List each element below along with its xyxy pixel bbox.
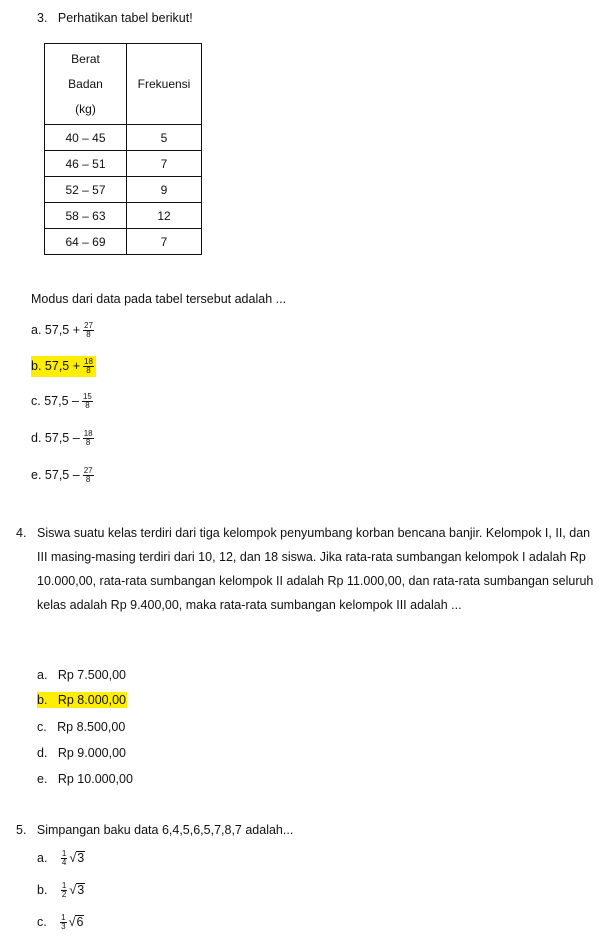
- option-4e: [37, 772, 133, 786]
- numerator: 1: [61, 881, 67, 890]
- option-value: 57,5 –: [44, 467, 80, 482]
- option-value: Rp 9.000,00: [57, 746, 126, 760]
- option-3b-highlighted: [31, 356, 96, 377]
- cell-freq: 7: [127, 229, 202, 255]
- option-label: c.: [37, 914, 47, 929]
- cell-freq: 12: [127, 203, 202, 229]
- fraction: [83, 430, 94, 447]
- option-label: a.: [31, 322, 42, 337]
- denominator: 4: [61, 858, 67, 867]
- numerator: 1: [61, 913, 66, 922]
- fraction: [61, 850, 67, 867]
- cell-freq: 9: [127, 177, 202, 203]
- cell-range: 58 – 63: [45, 203, 127, 229]
- table-row: [45, 229, 202, 255]
- numerator: 18: [83, 429, 93, 438]
- cell-range: 64 – 69: [45, 229, 127, 255]
- denominator: 2: [61, 890, 67, 899]
- denominator: 8: [85, 401, 90, 410]
- option-4b-highlighted: [37, 692, 127, 708]
- option-label: e.: [31, 467, 42, 482]
- fraction: [60, 914, 66, 931]
- denominator: 8: [85, 438, 91, 447]
- option-label: d.: [37, 746, 48, 760]
- question-prompt: Perhatikan tabel berikut!: [57, 11, 193, 25]
- option-label: e.: [37, 772, 48, 786]
- option-label: b.: [37, 882, 48, 897]
- numerator: 18: [84, 357, 93, 366]
- header-weight-line2: Badan: [68, 76, 103, 91]
- question-3-text: Modus dari data pada tabel tersebut adalah ...: [31, 292, 287, 306]
- table-row: [45, 203, 202, 229]
- cell-range: 40 – 45: [45, 125, 127, 151]
- numerator: 1: [61, 849, 67, 858]
- option-5a: [37, 850, 85, 867]
- table-row: [45, 177, 202, 203]
- denominator: 8: [85, 475, 91, 484]
- header-weight-line1: Berat: [71, 51, 100, 66]
- cell-freq: 7: [127, 151, 202, 177]
- radicand: 3: [77, 882, 85, 897]
- table-row: [45, 151, 202, 177]
- option-value: 57,5 +: [44, 358, 81, 373]
- option-value: Rp 10.000,00: [57, 772, 133, 786]
- option-5b: [37, 882, 85, 899]
- question-3-header: [37, 11, 193, 25]
- header-weight: [45, 44, 127, 125]
- fraction: [83, 467, 94, 484]
- option-value: Rp 8.000,00: [57, 693, 126, 707]
- option-label: a.: [37, 668, 48, 682]
- option-value: Rp 7.500,00: [57, 668, 126, 682]
- option-5c: [37, 914, 84, 931]
- cell-range: 52 – 57: [45, 177, 127, 203]
- numerator: 15: [82, 392, 92, 401]
- sqrt-icon: √: [68, 914, 76, 929]
- question-number: 3.: [37, 11, 48, 25]
- numerator: 27: [84, 321, 93, 330]
- option-4a: [37, 668, 126, 682]
- cell-range: 46 – 51: [45, 151, 127, 177]
- table-row: [45, 125, 202, 151]
- option-label: c.: [31, 393, 41, 408]
- option-label: b.: [31, 358, 42, 373]
- option-label: c.: [37, 720, 47, 734]
- radicand: 6: [76, 914, 84, 929]
- option-value: 57,5 –: [44, 393, 79, 408]
- option-3e: [31, 467, 94, 484]
- option-label: b.: [37, 693, 48, 707]
- radicand: 3: [77, 850, 85, 865]
- fraction: [83, 322, 94, 339]
- header-weight-line3: (kg): [75, 101, 96, 116]
- option-3c: [31, 393, 93, 410]
- option-value: Rp 8.500,00: [57, 720, 126, 734]
- question-4-number: 4.: [16, 526, 27, 540]
- header-frequency: Frekuensi: [127, 44, 202, 125]
- frequency-table: [44, 43, 202, 255]
- fraction: [83, 358, 94, 375]
- denominator: 8: [86, 330, 91, 339]
- fraction: [82, 393, 93, 410]
- question-5-header: [16, 823, 293, 837]
- option-value: 57,5 –: [44, 430, 80, 445]
- option-label: d.: [31, 430, 42, 445]
- question-text: Simpangan baku data 6,4,5,6,5,7,8,7 adalah...: [36, 823, 294, 837]
- sqrt-icon: √: [69, 882, 77, 897]
- denominator: 8: [86, 366, 91, 375]
- option-4d: [37, 746, 126, 760]
- fraction: [61, 882, 67, 899]
- option-4c: [37, 720, 125, 734]
- question-number: 5.: [16, 823, 27, 837]
- cell-freq: 5: [127, 125, 202, 151]
- denominator: 3: [61, 922, 66, 931]
- numerator: 27: [83, 466, 93, 475]
- option-3a: [31, 322, 94, 339]
- option-3d: [31, 430, 94, 447]
- option-label: a.: [37, 850, 48, 865]
- table-header-row: [45, 44, 202, 125]
- sqrt-icon: √: [69, 850, 77, 865]
- question-4-text: Siswa suatu kelas terdiri dari tiga kelompok penyumbang korban bencana banjir. Kelompok I, II, dan III masing-masing terdiri dari 10, 12, dan 18 siswa. Jika rata-rata sumbangan kelompok I adalah Rp 10.000,00, rata-rata sumbangan kelompok II adalah Rp 11.000,00, dan rata-rata sumbangan seluruh kelas adalah Rp 9.400,00, maka rata-rata sumbangan kelompok III adalah ...: [37, 526, 594, 612]
- option-value: 57,5 +: [44, 322, 81, 337]
